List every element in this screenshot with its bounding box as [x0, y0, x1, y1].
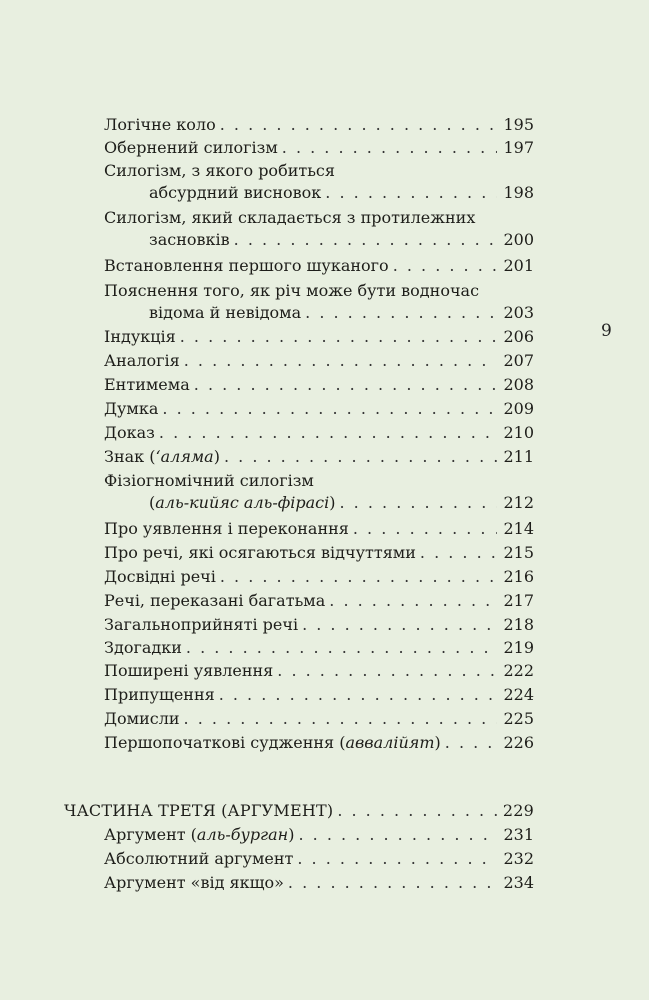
- leader-dots: [220, 114, 498, 136]
- leader-dots: [337, 800, 497, 822]
- toc-entry-title: Домисли: [104, 709, 180, 728]
- toc-entry-page: 222: [503, 661, 534, 680]
- leader-dots: [288, 872, 498, 894]
- leader-dots: [340, 492, 498, 514]
- leader-dots: [420, 542, 498, 564]
- leader-dots: [224, 446, 497, 468]
- toc-entry: [104, 590, 534, 612]
- toc-entry: [104, 422, 534, 444]
- toc-entry-title: Аналогія: [104, 351, 180, 370]
- leader-dots: [393, 255, 498, 277]
- leader-dots: [219, 684, 498, 706]
- toc-entry-title: Доказ: [104, 423, 155, 442]
- toc-entry: [104, 542, 534, 564]
- toc-entry-title: Абсолютний аргумент: [104, 849, 294, 868]
- toc-entry-page: 225: [503, 709, 534, 728]
- toc-entry-title: засновків: [149, 230, 230, 249]
- toc-entry: [104, 350, 534, 372]
- toc-entry-page: 203: [503, 303, 534, 322]
- leader-dots: [184, 350, 498, 372]
- toc-entry-page: 214: [503, 519, 534, 538]
- toc-entry-page: 209: [503, 399, 534, 418]
- toc-entry-title-line1: Пояснення того, як річ може бути водночас: [104, 281, 480, 300]
- toc-entry-title: [104, 824, 294, 846]
- toc-entry-page: 234: [503, 873, 534, 892]
- toc-entry: [104, 255, 534, 277]
- toc-entry: [104, 824, 534, 846]
- toc-entry-title: Досвідні речі: [104, 567, 216, 586]
- toc-entry-term: аль-кийяс аль-фірасі: [155, 493, 330, 512]
- toc-entry: [104, 207, 534, 251]
- leader-dots: [184, 708, 498, 730]
- toc-entry-page: 215: [503, 543, 534, 562]
- leader-dots: [159, 422, 498, 444]
- toc-entry-page: 217: [503, 591, 534, 610]
- toc-entry-page: 212: [503, 493, 534, 512]
- leader-dots: [445, 732, 498, 754]
- toc-entry-page: 224: [503, 685, 534, 704]
- toc-entry-title-close: ): [329, 493, 336, 512]
- leader-dots: [186, 637, 498, 659]
- toc-entry-title: Про речі, які осягаються відчуттями: [104, 543, 416, 562]
- toc-entry-title: ЧАСТИНА ТРЕТЯ (АРГУМЕНТ): [64, 801, 334, 820]
- leader-dots: [282, 137, 498, 159]
- toc-entry-title-text: (: [149, 493, 156, 512]
- leader-dots: [302, 614, 497, 636]
- toc-entry-term: аввалійят: [345, 733, 435, 752]
- toc-entry-page: 219: [503, 638, 534, 657]
- toc-entry-title-line1: Силогізм, з якого робиться: [104, 161, 335, 180]
- toc-entry-title: Про уявлення і переконання: [104, 519, 349, 538]
- toc-entry: [104, 160, 534, 204]
- toc-entry: [104, 326, 534, 348]
- toc-entry-page: 210: [503, 423, 534, 442]
- toc-entry-title: Встановлення першого шуканого: [104, 256, 389, 275]
- leader-dots: [220, 566, 498, 588]
- leader-dots: [353, 518, 498, 540]
- toc-entry-title-line1: Силогізм, який складається з протилежних: [104, 208, 476, 227]
- toc-entry-title: Думка: [104, 399, 159, 418]
- toc-entry-title: Аргумент «від якщо»: [104, 873, 284, 892]
- toc-entry-title-line1: Фізіогномічний силогізм: [104, 471, 314, 490]
- toc-entry: [104, 684, 534, 706]
- toc-entry-title: Загальноприйняті речі: [104, 615, 299, 634]
- toc-entry-title: [104, 732, 441, 754]
- toc-entry-page: 206: [503, 327, 534, 346]
- toc-entry-title: Логічне коло: [104, 115, 216, 134]
- toc-entry: [104, 614, 534, 636]
- toc-entry: [104, 137, 534, 159]
- toc-entry: [104, 470, 534, 514]
- toc-entry-title-text: Першопочаткові судження (: [104, 733, 346, 752]
- toc-entry-page: 218: [503, 615, 534, 634]
- toc-entry-term: аль-бурган: [196, 825, 289, 844]
- toc-entry-title: Ентимема: [104, 375, 190, 394]
- toc-entry-page: 207: [503, 351, 534, 370]
- toc-entry-title: абсурдний висновок: [149, 183, 322, 202]
- toc-entry-page: 198: [503, 183, 534, 202]
- toc-entry: [104, 398, 534, 420]
- toc-entry: [104, 280, 534, 324]
- toc-entry-page: 201: [503, 256, 534, 275]
- toc-entry: [104, 446, 534, 468]
- toc-entry-title-close: ): [288, 825, 295, 844]
- page-number: 9: [601, 321, 612, 341]
- toc-entry-title: [149, 492, 336, 514]
- toc-entry-page: 216: [503, 567, 534, 586]
- leader-dots: [329, 590, 497, 612]
- toc-entry-page: 231: [503, 825, 534, 844]
- toc-entry: [104, 374, 534, 396]
- leader-dots: [277, 660, 497, 682]
- toc-entry-title: Речі, переказані багатьма: [104, 591, 326, 610]
- toc-entry-page: 197: [503, 138, 534, 157]
- toc-entry-page: 232: [503, 849, 534, 868]
- toc-entry-page: 200: [503, 230, 534, 249]
- leader-dots: [180, 326, 498, 348]
- toc-part-heading: [64, 800, 534, 822]
- leader-dots: [162, 398, 497, 420]
- toc-entry-title-text: Знак (: [104, 447, 156, 466]
- toc-entry-title: Індукція: [104, 327, 176, 346]
- toc-entry-page: 226: [503, 733, 534, 752]
- toc-entry-title: відома й невідома: [149, 303, 302, 322]
- toc-entry-title: Припущення: [104, 685, 215, 704]
- toc-entry: [104, 566, 534, 588]
- toc-entry-title: Обернений силогізм: [104, 138, 278, 157]
- toc-entry-title: Здогадки: [104, 638, 182, 657]
- toc-entry: [104, 114, 534, 136]
- toc-entry-title: [104, 446, 220, 468]
- leader-dots: [297, 848, 497, 870]
- toc-entry: [104, 660, 534, 682]
- toc-entry-title: Поширені уявлення: [104, 661, 274, 680]
- toc-entry-page: 195: [503, 115, 534, 134]
- toc-entry: [104, 518, 534, 540]
- toc-entry-title-text: Аргумент (: [104, 825, 197, 844]
- toc-entry: [104, 848, 534, 870]
- toc-entry: [104, 708, 534, 730]
- toc-entry-page: 208: [503, 375, 534, 394]
- toc-entry-page: 211: [503, 447, 534, 466]
- toc-entry: [104, 637, 534, 659]
- toc-entry-term: ‘аляма: [155, 447, 214, 466]
- leader-dots: [234, 229, 498, 251]
- leader-dots: [298, 824, 497, 846]
- leader-dots: [325, 182, 497, 204]
- toc-entry-page: 229: [502, 801, 534, 820]
- leader-dots: [305, 302, 497, 324]
- toc-entry-title-close: ): [213, 447, 220, 466]
- toc-entry: [104, 872, 534, 894]
- leader-dots: [194, 374, 498, 396]
- toc-entry-title-close: ): [434, 733, 441, 752]
- toc-entry: [104, 732, 534, 754]
